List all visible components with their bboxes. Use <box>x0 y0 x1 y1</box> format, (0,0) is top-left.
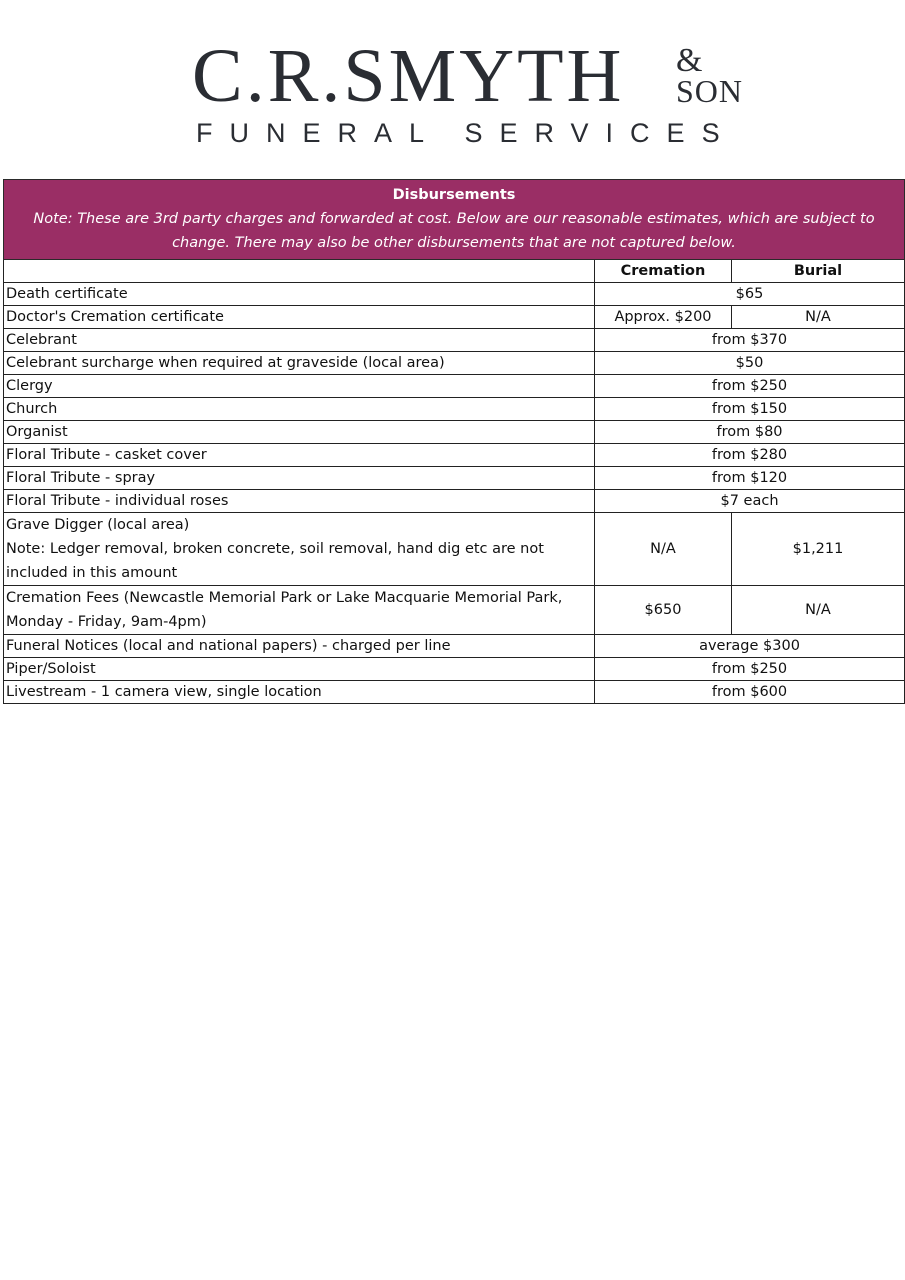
row-price-both: from $370 <box>595 329 905 352</box>
disbursements-table-container <box>3 179 904 704</box>
table-row <box>4 421 905 444</box>
row-item-line: Grave Digger (local area) <box>6 517 190 533</box>
column-header-cremation: Cremation <box>595 260 732 283</box>
logo-son: SON <box>676 73 744 109</box>
table-row <box>4 467 905 490</box>
row-item-label: Floral Tribute - spray <box>4 467 595 490</box>
row-item-line: Monday - Friday, 9am-4pm) <box>6 614 207 630</box>
row-price-both: from $120 <box>595 467 905 490</box>
table-row <box>4 306 905 329</box>
row-item-label: Organist <box>4 421 595 444</box>
row-price-both: from $150 <box>595 398 905 421</box>
row-item-line: Note: Ledger removal, broken concrete, soil removal, hand dig etc are not <box>6 541 544 557</box>
table-row <box>4 635 905 658</box>
logo-name: C.R.SMYTH <box>192 34 625 118</box>
row-price-both: from $250 <box>595 375 905 398</box>
row-price-both: from $80 <box>595 421 905 444</box>
row-item-label: Funeral Notices (local and national papers) - charged per line <box>4 635 595 658</box>
row-item-label: Death certificate <box>4 283 595 306</box>
row-item-label: Church <box>4 398 595 421</box>
table-body <box>4 283 905 704</box>
company-logo <box>0 34 905 148</box>
row-price-both: $65 <box>595 283 905 306</box>
table-row <box>4 444 905 467</box>
row-item-label: Floral Tribute - individual roses <box>4 490 595 513</box>
table-row <box>4 681 905 704</box>
row-item-label: Celebrant <box>4 329 595 352</box>
table-title-row <box>4 180 905 260</box>
row-price-both: from $600 <box>595 681 905 704</box>
row-price-burial: $1,211 <box>732 513 905 586</box>
table-row <box>4 352 905 375</box>
row-price-both: from $250 <box>595 658 905 681</box>
table-header-banner <box>4 180 905 260</box>
table-row <box>4 375 905 398</box>
row-price-both: $7 each <box>595 490 905 513</box>
disbursements-table <box>3 179 905 704</box>
row-price-burial: N/A <box>732 306 905 329</box>
table-row <box>4 586 905 635</box>
table-row <box>4 658 905 681</box>
logo-subtitle: FUNERAL SERVICES <box>196 118 737 148</box>
row-price-burial: N/A <box>732 586 905 635</box>
table-note: Note: These are 3rd party charges and forwarded at cost. Below are our reasonable estimates, which are subject to change. There may also be other disbursements that are not captured below. <box>33 211 875 251</box>
row-price-both: average $300 <box>595 635 905 658</box>
row-price-cremation: $650 <box>595 586 732 635</box>
row-item-label <box>4 513 595 586</box>
column-header-burial: Burial <box>732 260 905 283</box>
column-header-row <box>4 260 905 283</box>
row-item-label: Celebrant surcharge when required at graveside (local area) <box>4 352 595 375</box>
row-item-label: Livestream - 1 camera view, single location <box>4 681 595 704</box>
row-item-label <box>4 586 595 635</box>
column-header-item <box>4 260 595 283</box>
row-item-line: Cremation Fees (Newcastle Memorial Park or Lake Macquarie Memorial Park, <box>6 590 563 606</box>
table-row <box>4 490 905 513</box>
table-row <box>4 283 905 306</box>
row-item-label: Doctor's Cremation certificate <box>4 306 595 329</box>
row-item-label: Floral Tribute - casket cover <box>4 444 595 467</box>
row-item-line: included in this amount <box>6 565 178 581</box>
row-price-cremation: Approx. $200 <box>595 306 732 329</box>
row-price-both: from $280 <box>595 444 905 467</box>
row-price-both: $50 <box>595 352 905 375</box>
table-row <box>4 329 905 352</box>
row-item-label: Piper/Soloist <box>4 658 595 681</box>
table-row <box>4 398 905 421</box>
table-title: Disbursements <box>392 187 516 203</box>
table-row <box>4 513 905 586</box>
row-item-label: Clergy <box>4 375 595 398</box>
row-price-cremation: N/A <box>595 513 732 586</box>
logo-ampersand: & <box>676 42 703 79</box>
